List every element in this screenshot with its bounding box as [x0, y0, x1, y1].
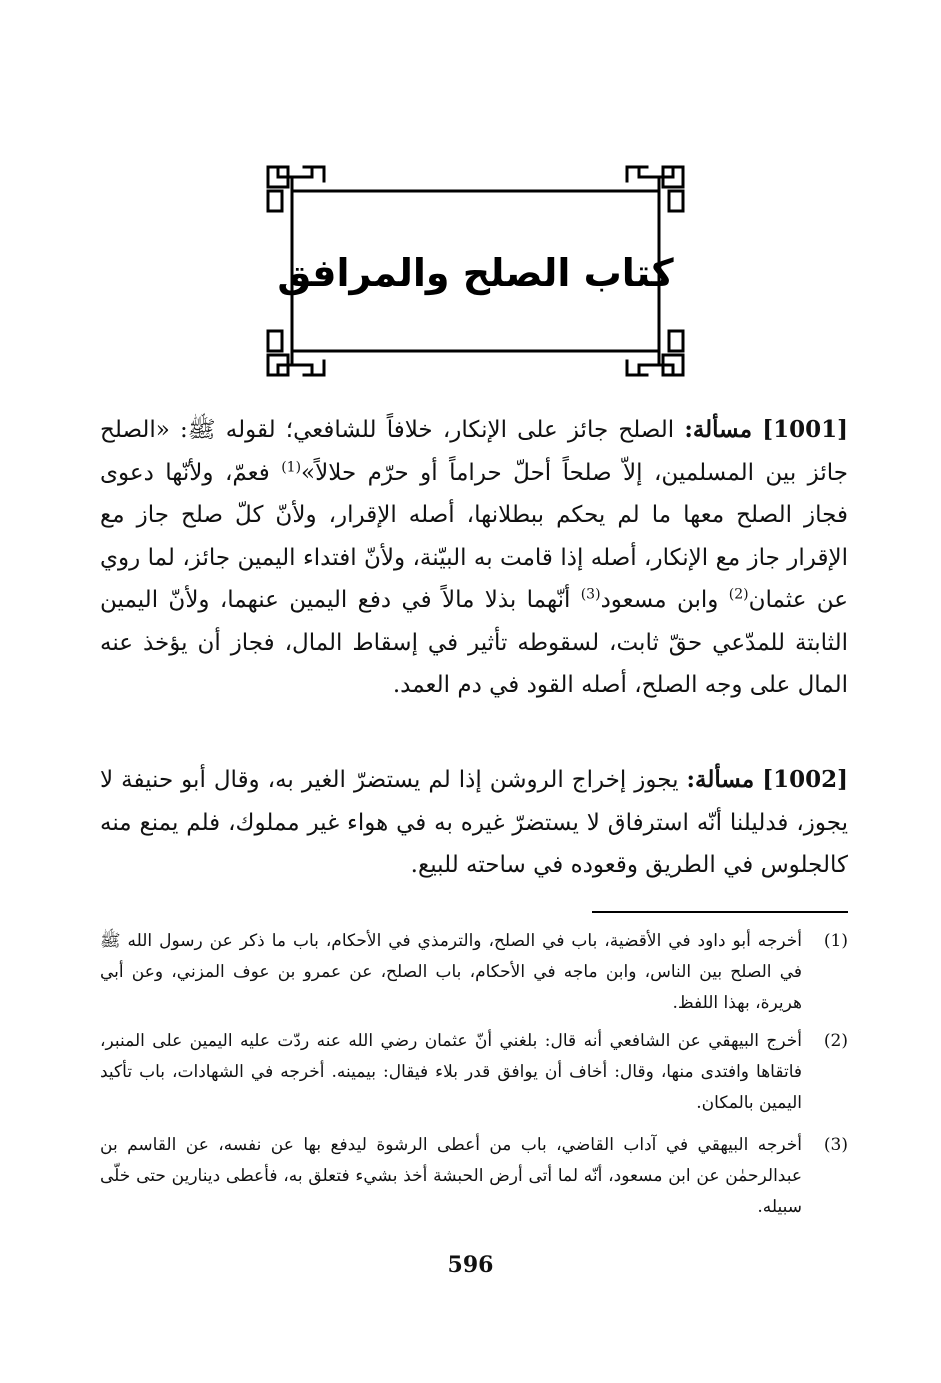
book-title: كتاب الصلح والمرافق [277, 251, 674, 295]
issue-text: يجوز إخراج الروشن إذا لم يستضرّ الغير به، وقال أبو حنيفة لا يجوز، فدليلنا أنّه استرفاق لا يستضرّ غيره به في هواء غير مملوك، فلم يمنع منه كالجلوس في الطريق وقعوده في ساحته للبيع. [100, 767, 848, 878]
footnote-number: (1) [823, 931, 848, 951]
footnote-text: أخرج البيهقي عن الشافعي أنه قال: بلغني أنّ عثمان رضي الله عنه ردّت عليه اليمين على المنبر، فاتقاها وافتدى منها، وقال: أخاف أن يوافق قدر بلاء فيقال: بيمينه. أخرجه في الشهادات، باب تأكيد اليمين بالمكان. [100, 1031, 802, 1113]
footnote-text: أخرجه أبو داود في الأقضية، باب في الصلح، والترمذي في الأحكام، باب ما ذكر عن رسول الله ﷺ في الصلح بين الناس، وابن ماجه في الأحكام، باب الصلح، عن عمرو بن عوف المزني، وعن أبي هريرة، بهذا اللفظ. [100, 931, 802, 1013]
footnote-2 [100, 1026, 848, 1119]
issue-text: فعمّ، ولأنّها دعوى فجاز الصلح معها ما لم يحكم ببطلانها، أصله الإقرار، ولأنّ كلّ صلح جاز مع الإقرار جاز مع الإنكار، أصله إذا قامت به البيّنة، ولأنّ افتداء اليمين جائز، لما روي عن عثمان [100, 459, 849, 613]
footnote-3 [100, 1130, 848, 1223]
footnote-1 [100, 926, 848, 1019]
issue-text: وابن مسعود [600, 587, 729, 613]
footnote-number: (2) [823, 1031, 848, 1051]
page-number: 596 [447, 1252, 494, 1278]
title-ornamental-frame [264, 163, 687, 379]
footnote-ref: (2) [728, 586, 749, 603]
issue-number: [1002] [762, 766, 848, 793]
footnote-ref: (1) [281, 458, 302, 475]
footnote-ref: (3) [580, 586, 601, 603]
issue-paragraph-1002 [100, 759, 848, 887]
issue-paragraph-1001 [100, 409, 848, 707]
issue-label: مسألة: [684, 416, 753, 443]
footnote-number: (3) [823, 1135, 848, 1155]
issue-label: مسألة: [686, 766, 755, 793]
issue-number: [1001] [762, 416, 849, 443]
issue-text: أنّهما بذلا مالاً في دفع اليمين عنهما، ولأنّ اليمين الثابتة للمدّعي حقّ ثابت، لسقوطه تأثير في إسقاط المال، فجاز أن يؤخذ عنه المال على وجه الصلح، أصله القود في دم العمد. [100, 587, 848, 698]
footnote-text: أخرجه البيهقي في آداب القاضي، باب من أعطى الرشوة ليدفع بها عن نفسه، عن القاسم بن عبدالرحمٰن عن ابن مسعود، أنّه لما أتى أرض الحبشة أخذ بشيء فتعلق به، فأعطى دينارين حتى خلّى سبيله. [100, 1135, 802, 1217]
footnote-separator [592, 911, 848, 913]
issue-text: الصلح جائز على الإنكار، خلافاً للشافعي؛ لقوله ﷺ: «الصلح جائز بين المسلمين، إلاّ صلحاً أحلّ حراماً أو حرّم حلالاً» [100, 417, 848, 486]
